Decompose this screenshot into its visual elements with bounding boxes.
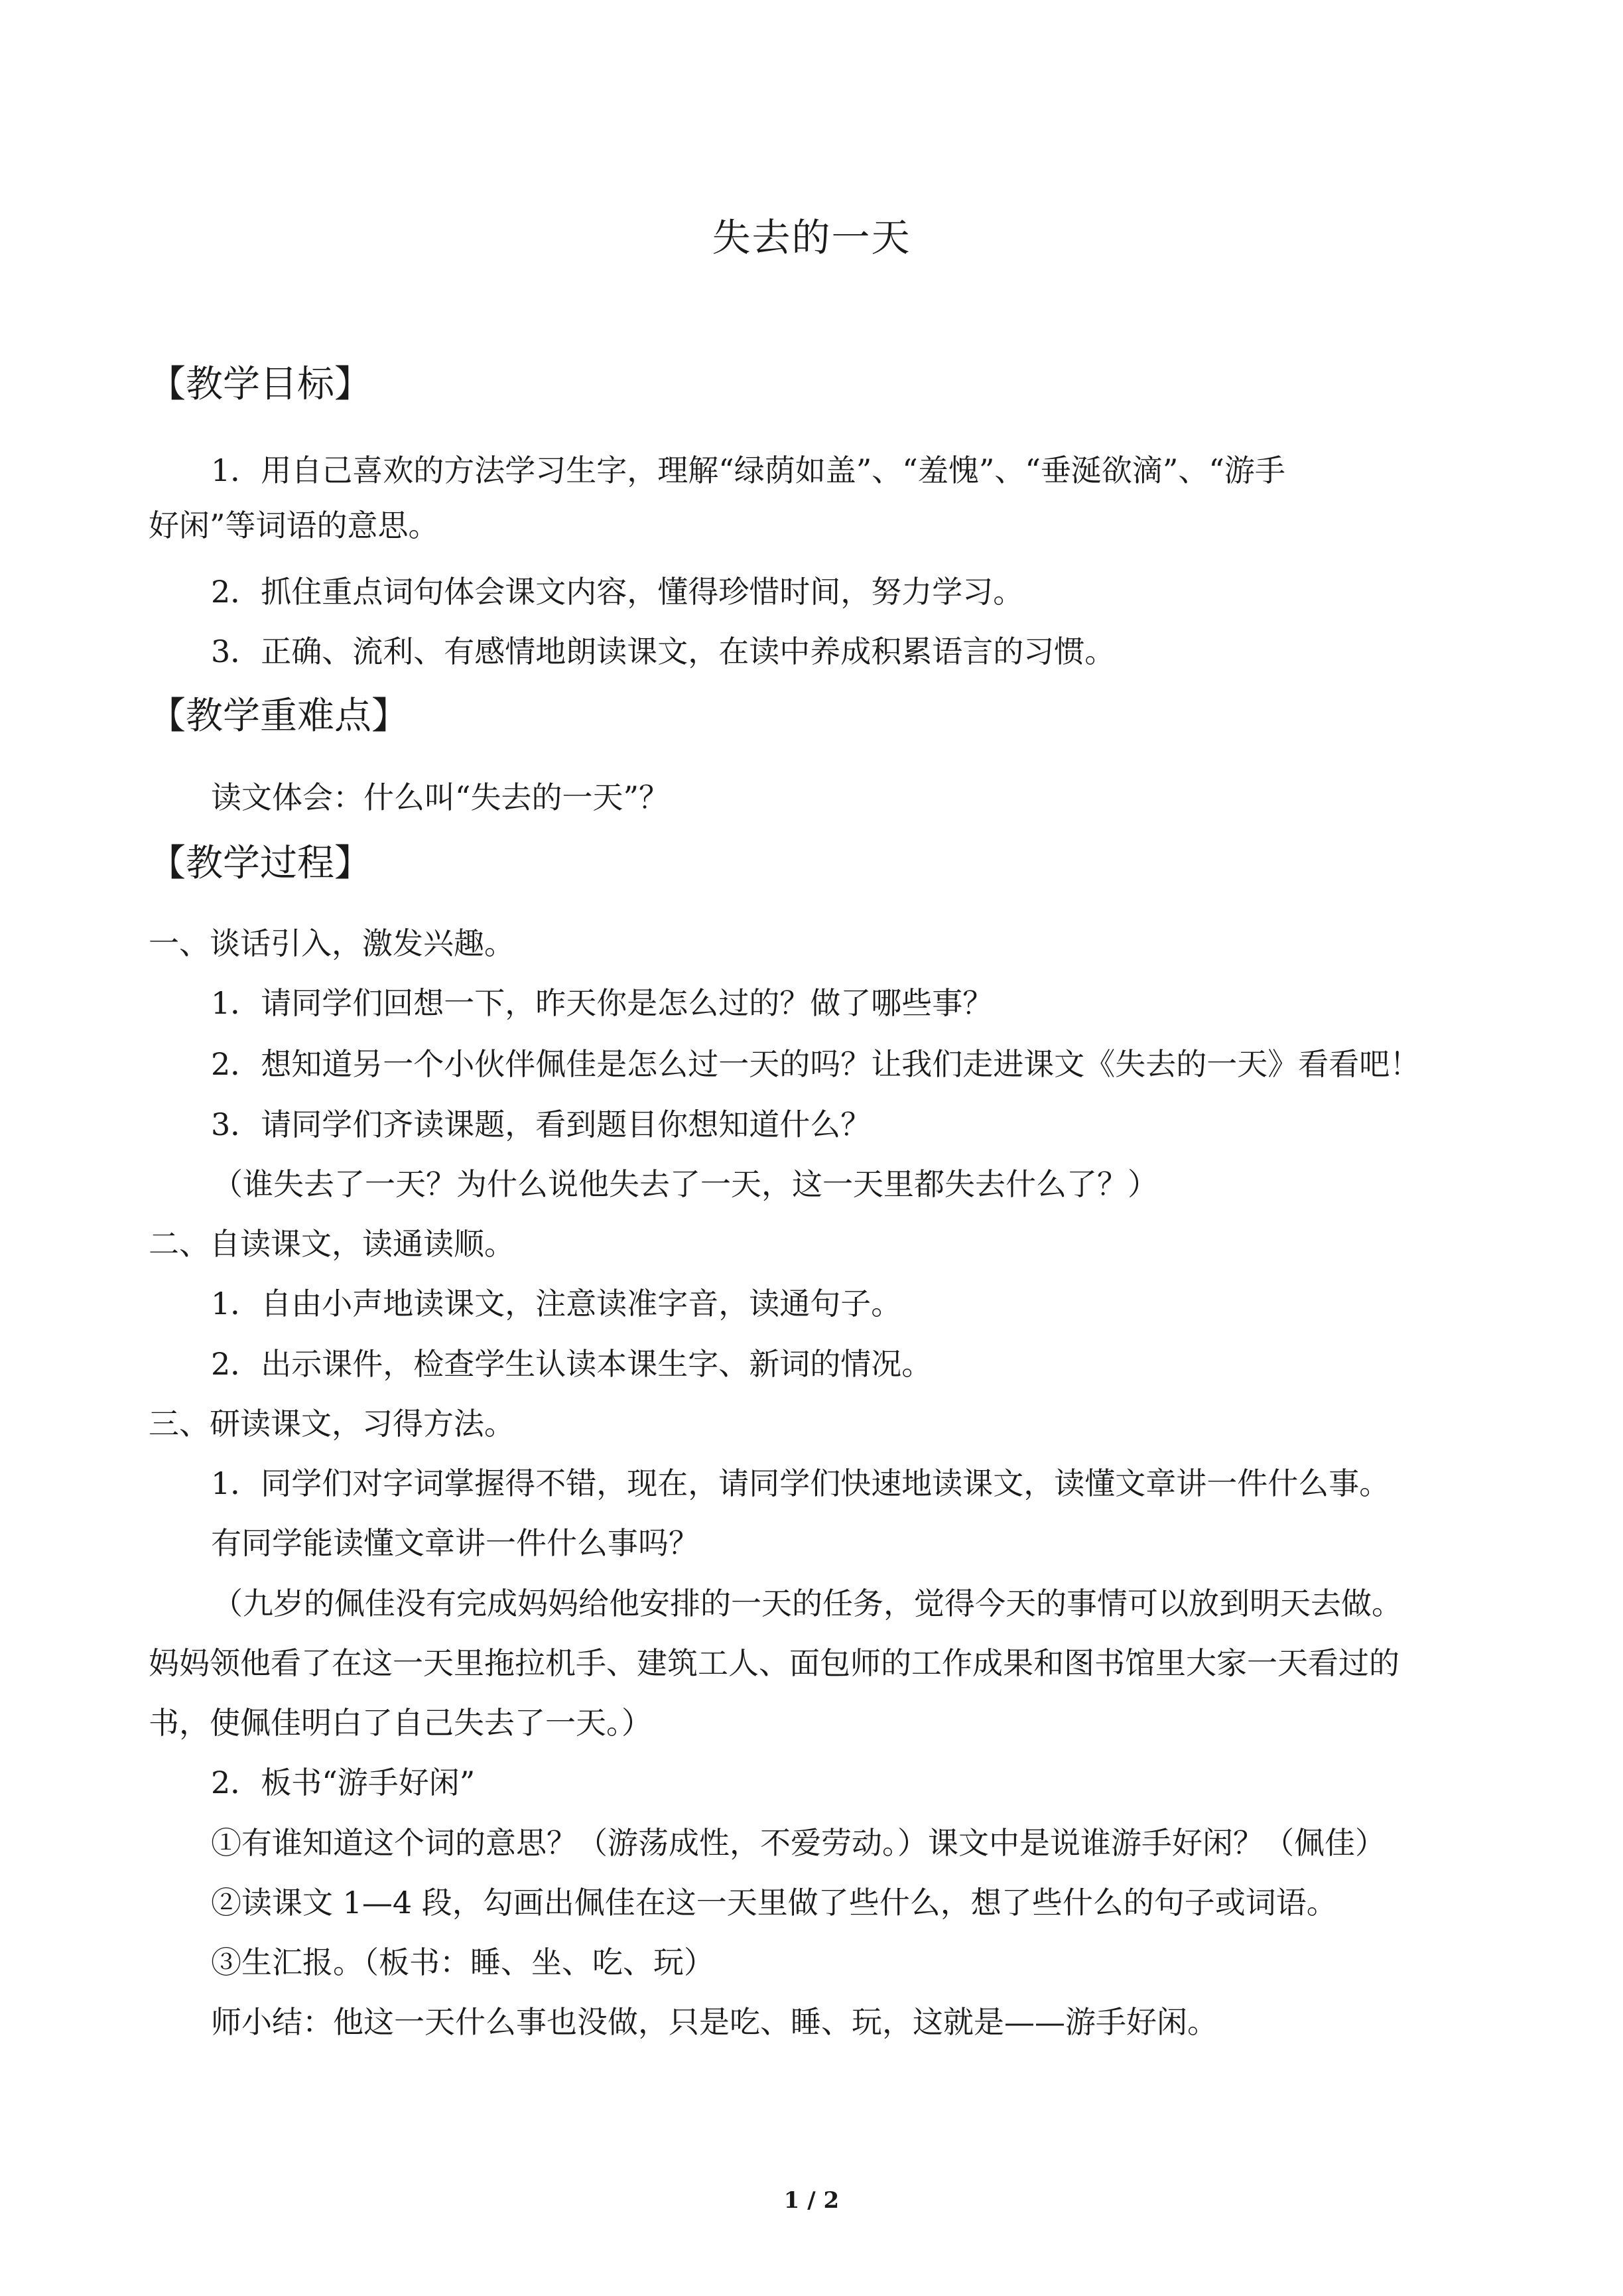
process-line: 1．自由小声地读课文，注意读准字音，读通句子。 [211,1286,902,1321]
process-line: 三、研读课文，习得方法。 [149,1406,515,1442]
page-title: 失去的一天 [712,215,911,260]
process-line: 2．想知道另一个小伙伴佩佳是怎么过一天的吗？让我们走进课文《失去的一天》看看吧！ [211,1046,1421,1082]
process-line: 书，使佩佳明白了自己失去了一天。） [149,1705,652,1741]
process-line: ②读课文 1—4 段，勾画出佩佳在这一天里做了些什么，想了些什么的句子或词语。 [211,1885,1337,1921]
process-line: 一、谈话引入，激发兴趣。 [149,925,515,961]
process-line: （谁失去了一天？为什么说他失去了一天，这一天里都失去什么了？） [212,1166,1158,1202]
objectives-line: 好闲”等词语的意思。 [149,507,439,543]
process-line: 2．出示课件，检查学生认读本课生字、新词的情况。 [211,1346,933,1382]
process-line: 2．板书“游手好闲” [211,1765,476,1800]
process-line: 妈妈领他看了在这一天里拖拉机手、建筑工人、面包师的工作成果和图书馆里大家一天看过的 [149,1645,1399,1681]
page-number: 1 / 2 [783,2187,840,2214]
process-line: 有同学能读懂文章讲一件什么事吗？ [211,1525,699,1561]
process-line: 3．请同学们齐读课题，看到题目你想知道什么？ [211,1107,872,1142]
objectives-line: 1．用自己喜欢的方法学习生字，理解“绿荫如盖”、“羞愧”、“垂涎欲滴”、“游手 [211,452,1285,488]
process-heading: 【教学过程】 [149,842,371,885]
objectives-line: 2．抓住重点词句体会课文内容，懂得珍惜时间，努力学习。 [211,574,1024,610]
process-line: 师小结：他这一天什么事也没做，只是吃、睡、玩，这就是——游手好闲。 [211,2004,1218,2040]
objectives-line: 3．正确、流利、有感情地朗读课文，在读中养成积累语言的习惯。 [211,634,1116,669]
process-line: ①有谁知道这个词的意思？（游荡成性，不爱劳动。）课文中是说谁游手好闲？（佩佳） [211,1825,1386,1861]
process-line: 1．同学们对字词掌握得不错，现在，请同学们快速地读课文，读懂文章讲一件什么事。 [211,1465,1390,1501]
process-line: 二、自读课文，读通读顺。 [149,1226,515,1262]
process-line: （九岁的佩佳没有完成妈妈给他安排的一天的任务，觉得今天的事情可以放到明天去做。 [212,1586,1402,1621]
key-points-line: 读文体会：什么叫“失去的一天”？ [211,779,670,815]
process-line: ③生汇报。（板书：睡、坐、吃、玩） [211,1944,714,1980]
key-points-heading: 【教学重难点】 [149,695,409,738]
process-line: 1．请同学们回想一下，昨天你是怎么过的？做了哪些事？ [211,985,994,1021]
objectives-heading: 【教学目标】 [149,363,371,406]
